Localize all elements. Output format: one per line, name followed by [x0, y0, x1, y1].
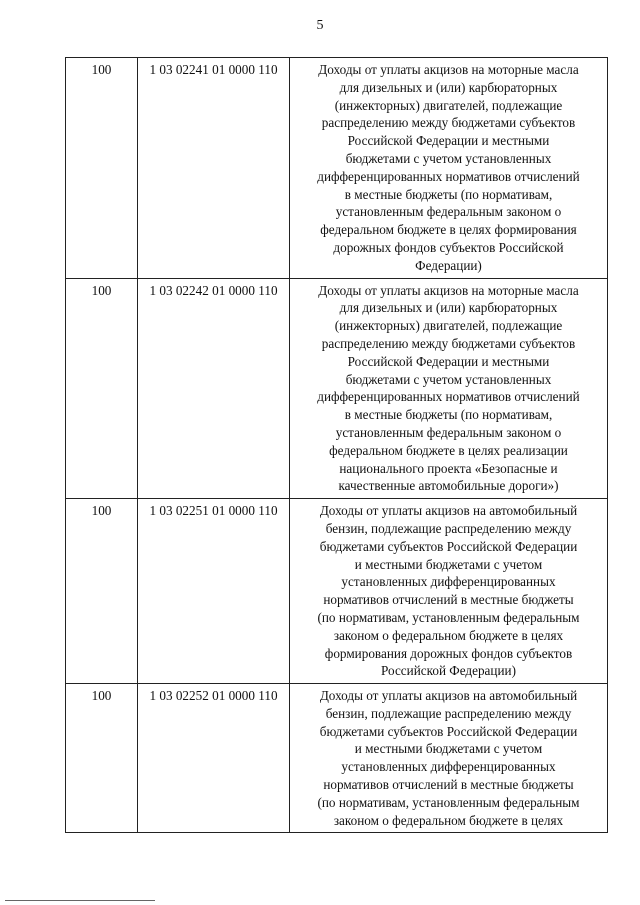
- income-description-cell: [290, 499, 608, 684]
- administrator-code-cell: 100: [66, 499, 138, 684]
- description-line: дифференцированных нормативов отчислений: [317, 389, 580, 405]
- description-line: (инжекторных) двигателей, подлежащие: [334, 97, 563, 113]
- description-line: установленных дифференцированных: [341, 759, 556, 775]
- description-line: Федерации): [415, 257, 482, 273]
- description-line: бюджетами с учетом установленных: [345, 371, 552, 387]
- description-line: бюджетами субъектов Российской Федерации: [319, 538, 578, 554]
- description-line: федеральном бюджете в целях реализации: [329, 442, 568, 458]
- description-line: (по нормативам, установленным федеральным: [317, 794, 580, 810]
- description-line: дифференцированных нормативов отчислений: [317, 168, 580, 184]
- description-line: Российской Федерации и местными: [347, 133, 550, 149]
- page-number: 5: [316, 18, 324, 33]
- table-row: [66, 58, 608, 279]
- budget-classification-code-cell: 1 03 02251 01 0000 110: [138, 499, 290, 684]
- description-line: Доходы от уплаты акцизов на автомобильный: [319, 688, 578, 704]
- description-line: бензин, подлежащие распределению между: [325, 705, 572, 721]
- description-line: нормативов отчислений в местные бюджеты: [323, 592, 574, 608]
- budget-classification-code-cell: 1 03 02242 01 0000 110: [138, 278, 290, 499]
- description-line: законом о федеральном бюджете в целях: [333, 627, 564, 643]
- budget-classification-code-cell: 1 03 02241 01 0000 110: [138, 58, 290, 279]
- table-row: [66, 684, 608, 833]
- budget-income-table: [65, 57, 608, 833]
- administrator-code-cell: 100: [66, 684, 138, 833]
- description-line: национального проекта «Безопасные и: [339, 460, 558, 476]
- description-line: Доходы от уплаты акцизов на моторные масла: [318, 62, 579, 77]
- description-line: распределению между бюджетами субъектов: [321, 335, 576, 351]
- description-line: в местные бюджеты (по нормативам,: [344, 186, 553, 202]
- footnote-divider: [5, 900, 155, 901]
- table-body: [66, 58, 608, 833]
- description-line: распределению между бюджетами субъектов: [321, 115, 576, 131]
- description-line: федеральном бюджете в целях формирования: [320, 222, 577, 238]
- income-description-cell: [290, 278, 608, 499]
- table-row: [66, 499, 608, 684]
- income-description-cell: [290, 684, 608, 833]
- description-line: Доходы от уплаты акцизов на моторные масла: [318, 282, 579, 298]
- description-line: установленных дифференцированных: [341, 574, 556, 590]
- description-line: для дизельных и (или) карбюраторных: [339, 300, 558, 316]
- administrator-code-cell: 100: [66, 278, 138, 499]
- description-line: и местными бюджетами с учетом: [354, 556, 543, 572]
- description-line: и местными бюджетами с учетом: [354, 741, 543, 757]
- description-line: установленным федеральным законом о: [335, 424, 562, 440]
- description-line: дорожных фондов субъектов Российской: [333, 239, 564, 255]
- description-line: (по нормативам, установленным федеральным: [317, 609, 580, 625]
- description-line: качественные автомобильные дороги»): [338, 478, 559, 494]
- description-line: бюджетами субъектов Российской Федерации: [319, 723, 578, 739]
- description-line: нормативов отчислений в местные бюджеты: [323, 777, 574, 793]
- description-line: бензин, подлежащие распределению между: [325, 520, 572, 536]
- income-description-cell: [290, 58, 608, 279]
- description-line: (инжекторных) двигателей, подлежащие: [334, 318, 563, 334]
- description-line: Доходы от уплаты акцизов на автомобильный: [319, 503, 578, 519]
- budget-classification-code-cell: 1 03 02252 01 0000 110: [138, 684, 290, 833]
- description-line: Российской Федерации и местными: [347, 353, 550, 369]
- description-line: Российской Федерации): [381, 663, 516, 679]
- description-line: установленным федеральным законом о: [335, 204, 562, 220]
- administrator-code-cell: 100: [66, 58, 138, 279]
- description-line: формирования дорожных фондов субъектов: [324, 645, 573, 661]
- table-row: [66, 278, 608, 499]
- description-line: бюджетами с учетом установленных: [345, 150, 552, 166]
- description-line: в местные бюджеты (по нормативам,: [344, 407, 553, 423]
- description-line: законом о федеральном бюджете в целях: [333, 812, 564, 828]
- description-line: для дизельных и (или) карбюраторных: [339, 79, 558, 95]
